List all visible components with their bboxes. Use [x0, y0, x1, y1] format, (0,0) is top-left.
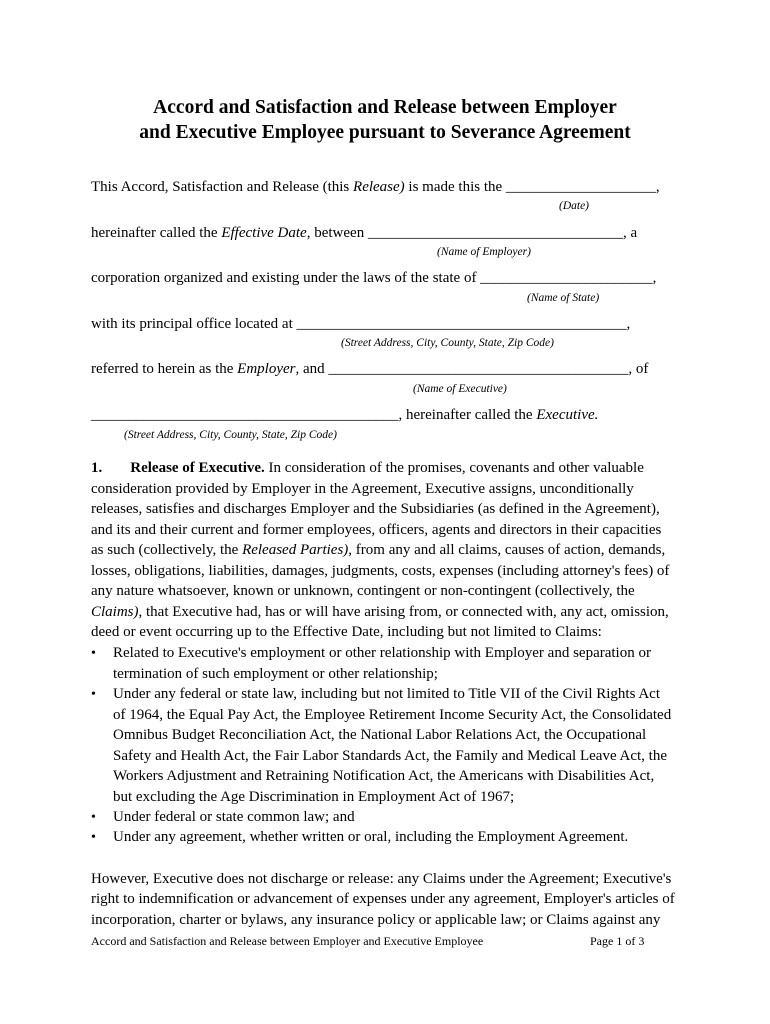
bullet-item-line: but excluding the Age Discrimination in Employment Act of 1967; [113, 788, 515, 805]
executive-field-label: (Name of Executive) [413, 383, 507, 395]
preamble-line-executive-address: _________________________________________, hereinafter called the Executive. [91, 407, 599, 423]
section-number: 1. [91, 460, 103, 476]
section-1-line-2: consideration provided by Employer in the Agreement, Executive assigns, unconditionally [91, 481, 634, 497]
bullet-item-line: Safety and Health Act, the Fair Labor Standards Act, the Family and Medical Leave Act, the [113, 747, 668, 764]
preamble-line-employer: hereinafter called the Effective Date, between __________________________________, a [91, 225, 638, 241]
bullet-item-line: Under any agreement, whether written or oral, including the Employment Agreement. [113, 829, 629, 845]
preamble-line-state: corporation organized and existing under the laws of the state of _______________________, [91, 270, 657, 286]
closing-line-2: right to indemnification or advancement of expenses under any agreement, Employer's articles of [91, 891, 675, 907]
preamble-line-office: with its principal office located at ____________________________________________, [91, 316, 631, 332]
executive-address-field-label: (Street Address, City, County, State, Zip Code) [124, 429, 337, 441]
section-1-line-6: losses, obligations, liabilities, damages, judgments, costs, expenses (including attorney's fees) of [91, 563, 670, 579]
document-title-line-2: and Executive Employee pursuant to Severance Agreement [139, 122, 631, 143]
office-address-field-label: (Street Address, City, County, State, Zip Code) [341, 337, 554, 349]
preamble-line-executive: referred to herein as the Employer, and ________________________________________, of [91, 361, 649, 377]
bullet-icon: • [91, 687, 96, 702]
section-1-line-4: and its and their current and former employees, officers, agents and directors in their capacities [91, 522, 662, 538]
section-1-line-9: deed or event occurring up to the Effective Date, including but not limited to Claims: [91, 624, 602, 640]
date-field-label: (Date) [559, 200, 590, 212]
closing-line-3: incorporation, charter or bylaws, any insurance policy or applicable law; or Claims against any [91, 912, 661, 928]
footer-page-number: Page 1 of 3 [590, 934, 645, 948]
bullet-item-line: termination of such employment or other relationship; [113, 665, 438, 682]
section-1-line-1: 1. Release of Executive. In consideration of the promises, covenants and other valuable [91, 460, 644, 476]
footer-document-title: Accord and Satisfaction and Release between Employer and Executive Employee [91, 934, 484, 948]
bullet-icon: • [91, 646, 96, 661]
bullet-item-line: Related to Executive's employment or other relationship with Employer and separation or [113, 645, 651, 661]
employer-field-label: (Name of Employer) [437, 246, 531, 258]
bullet-item-line: Under federal or state common law; and [113, 809, 355, 825]
document-title-line-1: Accord and Satisfaction and Release between Employer [153, 97, 617, 118]
bullet-item-line: Workers Adjustment and Retraining Notification Act, the Americans with Disabilities Act, [113, 768, 655, 784]
section-1-line-5: as such (collectively, the Released Parties), from any and all claims, causes of action, demands, [91, 542, 666, 558]
bullet-item-line: Omnibus Budget Reconciliation Act, the National Labor Relations Act, the Occupational [113, 727, 647, 743]
section-heading: Release of Executive. [130, 460, 265, 476]
preamble-line-date: This Accord, Satisfaction and Release (this Release) is made this the ____________________, [91, 179, 660, 195]
bullet-icon: • [91, 810, 96, 825]
section-1-line-7: any nature whatsoever, known or unknown, contingent or non-contingent (collectively, the [91, 583, 635, 599]
section-1-line-3: releases, satisfies and discharges Employer and the Subsidiaries (as defined in the Agreement), [91, 501, 660, 517]
state-field-label: (Name of State) [527, 292, 600, 304]
bullet-item-line: of 1964, the Equal Pay Act, the Employee Retirement Income Security Act, the Consolidated [113, 706, 672, 723]
closing-line-1: However, Executive does not discharge or release: any Claims under the Agreement; Executive's [91, 871, 672, 887]
bullet-icon: • [91, 830, 96, 845]
section-1-line-8: Claims), that Executive had, has or will have arising from, or connected with, any act, omission, [91, 604, 669, 620]
bullet-item-line: Under any federal or state law, including but not limited to Title VII of the Civil Rights Act [113, 686, 661, 702]
